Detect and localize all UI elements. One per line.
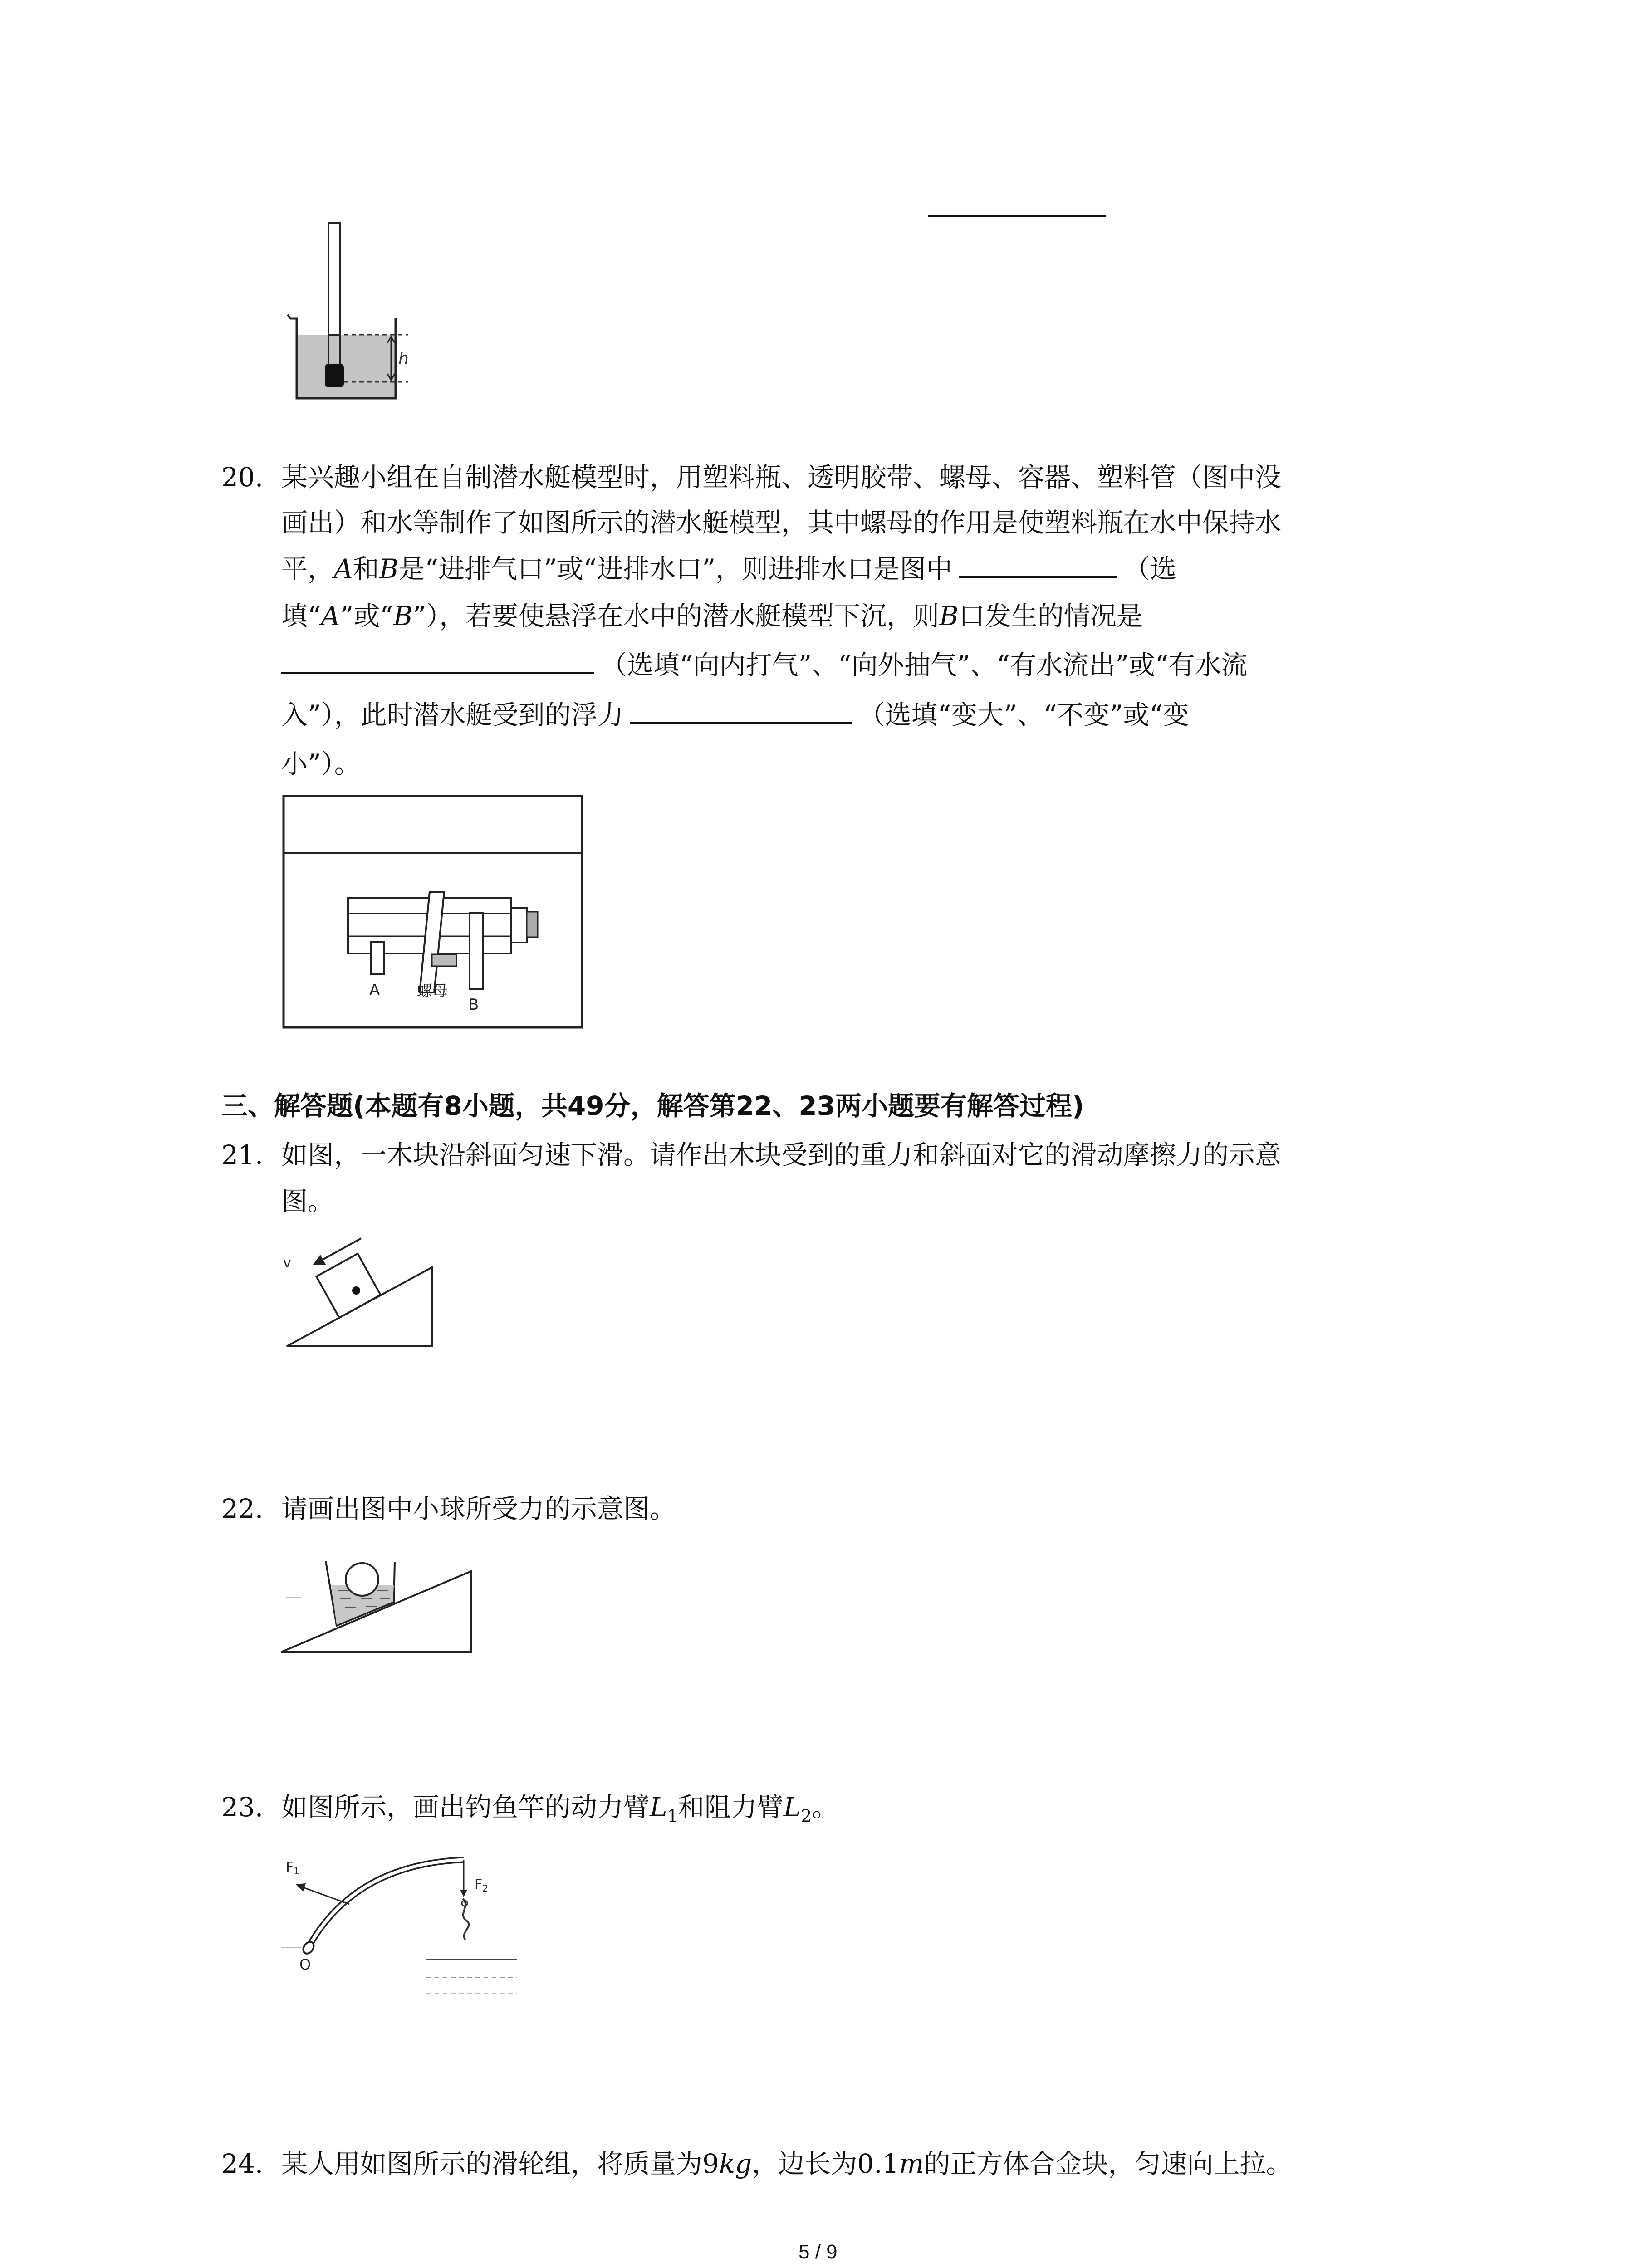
q20-line-6 <box>281 697 1189 733</box>
q20-var-b: B <box>379 553 399 584</box>
label-b: B <box>468 996 479 1014</box>
q20-text-3d: （选 <box>1124 553 1177 584</box>
q24-text-1: 某人用如图所示的滑轮组，将质量为9 <box>281 2148 719 2179</box>
q20-text-3c: 是“进排气口”或“进排水口”，则进排水口是图中 <box>398 553 953 584</box>
q20-var-a2: A <box>321 601 340 631</box>
submarine-figure <box>282 795 584 1031</box>
q20-text-2: 画出）和水等制作了如图所示的潜水艇模型，其中螺母的作用是使塑料瓶在水中保持水 <box>281 507 1282 538</box>
q21-number: 21. <box>221 1139 264 1170</box>
label-a: A <box>369 981 380 999</box>
q20-blank-3[interactable] <box>630 697 852 724</box>
q23-number: 23. <box>221 1792 264 1823</box>
q23-sub-2: 2 <box>801 1806 812 1826</box>
q22-text-1: 请画出图中小球所受力的示意图。 <box>281 1493 676 1524</box>
q20-text-4a: 填“ <box>281 601 321 631</box>
page-number: 5 / 9 <box>798 2241 838 2263</box>
q24-text-2: ，边长为0.1 <box>752 2148 899 2179</box>
beaker-figure <box>272 218 436 408</box>
f2-label: $F_2$ <box>475 1877 488 1894</box>
f1-label: $F_1$ <box>286 1859 299 1877</box>
q20-line-2 <box>281 504 1281 541</box>
q23-text-2: 和阻力臂 <box>678 1792 784 1823</box>
q20-text-3b: 和 <box>353 553 379 584</box>
q24-number: 24. <box>221 2148 264 2179</box>
q20-text-6b: （选填“变大”、“不变”或“变 <box>858 699 1189 730</box>
incline-block-figure <box>277 1225 440 1356</box>
q20-var-a: A <box>334 553 353 584</box>
q24-unit-m: m <box>899 2148 924 2179</box>
q23-text-3: 。 <box>812 1792 838 1823</box>
label-nut: 螺母 <box>417 982 448 1000</box>
q20-blank-2[interactable] <box>281 647 594 674</box>
section-3-heading: 三、解答题(本题有8小题，共49分，解答第22、23两小题要有解答过程) <box>221 1090 1084 1121</box>
q22-number: 22. <box>221 1493 264 1524</box>
answer-blank-top <box>928 215 1106 217</box>
q24-unit-kg: kg <box>719 2148 752 2179</box>
o-label: O <box>299 1956 311 1973</box>
q20-text-6a: 入”），此时潜水艇受到的浮力 <box>281 699 624 730</box>
q20-text-3a: 平， <box>281 553 334 584</box>
q20-text-5: （选填“向内打气”、“向外抽气”、“有水流出”或“有水流 <box>601 650 1248 680</box>
q20-text-4c: ”），若要使悬浮在水中的潜水艇模型下沉，则 <box>412 601 940 631</box>
q20-line-4 <box>281 598 1143 634</box>
q23-sub-1: 1 <box>667 1806 678 1826</box>
svg-text:h: h <box>398 349 409 368</box>
q20-var-b3: B <box>939 601 959 631</box>
q23-var-l1: L <box>650 1792 667 1823</box>
q21-line-2 <box>281 1183 334 1219</box>
q23-text-1: 如图所示，画出钓鱼竿的动力臂 <box>281 1792 650 1823</box>
q20-line-3 <box>281 551 1176 587</box>
q21-text-1: 如图，一木块沿斜面匀速下滑。请作出木块受到的重力和斜面对它的滑动摩擦力的示意 <box>281 1139 1282 1170</box>
q21-text-2: 图。 <box>281 1186 334 1217</box>
q20-text-4b: ”或“ <box>340 601 393 631</box>
q20-blank-1[interactable] <box>959 551 1117 578</box>
v-label: v <box>283 1255 291 1271</box>
q24-text-3: 的正方体合金块，匀速向上拉。 <box>924 2148 1293 2179</box>
q20-var-b2: B <box>393 601 413 631</box>
q20-text-1: 某兴趣小组在自制潜水艇模型时，用塑料瓶、透明胶带、螺母、容器、塑料管（图中没 <box>281 462 1282 493</box>
q20-number: 20. <box>221 462 264 493</box>
q20-text-7: 小”）。 <box>281 748 361 779</box>
ball-incline-figure <box>272 1535 481 1667</box>
q23-var-l2: L <box>783 1792 801 1823</box>
fishing-rod-figure <box>277 1848 531 2011</box>
q20-line-7 <box>281 746 361 782</box>
q20-text-4d: 口发生的情况是 <box>958 601 1143 631</box>
q20-line-5 <box>281 647 1248 683</box>
